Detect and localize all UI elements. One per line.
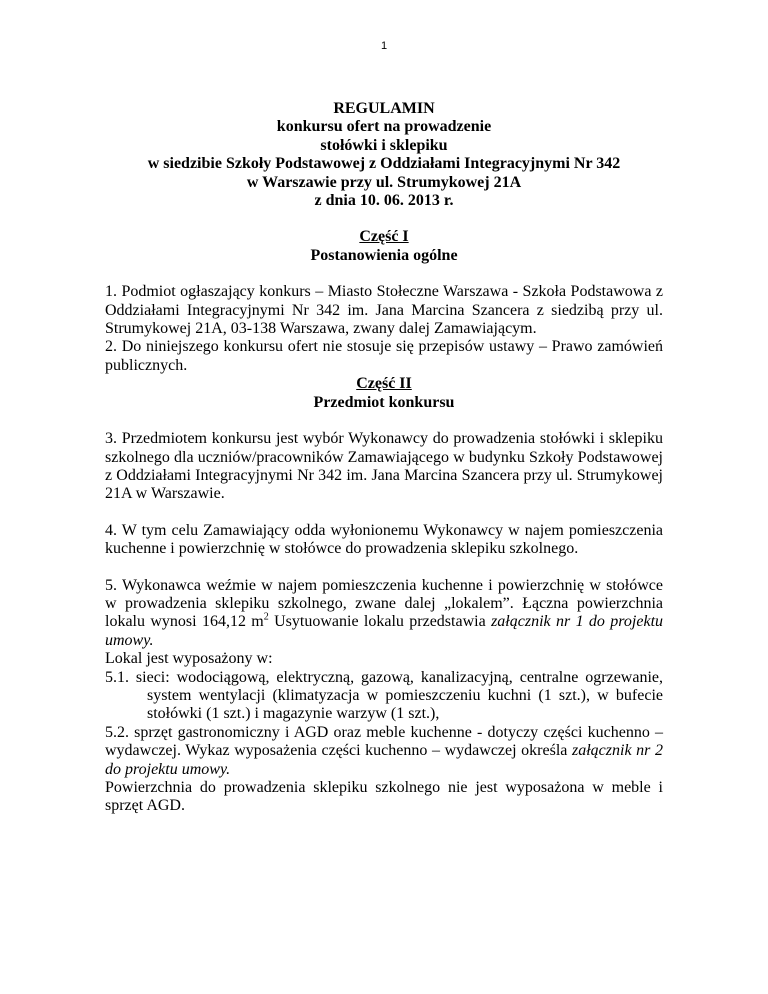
paragraph-1: 1. Podmiot ogłaszający konkurs – Miasto Stołeczne Warszawa - Szkoła Podstawowa z Oddziałami Integracyjnymi Nr 342 im. Jana Marcina Szancera z siedzibą przy ul. Strumykowej 21A, 03-138 Warszawa, zwany dalej Zamawiającym.: [105, 283, 663, 338]
paragraph-2: 2. Do niniejszego konkursu ofert nie stosuje się przepisów ustawy – Prawo zamówień publicznych.: [105, 338, 663, 374]
title-line-2: konkursu ofert na prowadzenie: [276, 118, 492, 136]
part-1-subheading: Postanowienia ogólne: [310, 246, 458, 264]
page-number: 1: [380, 40, 388, 52]
equipment-intro: Lokal jest wyposażony w:: [105, 650, 273, 668]
part-1-heading: Część I: [359, 228, 409, 246]
shop-area-note: Powierzchnia do prowadzenia sklepiku szkolnego nie jest wyposażona w meble i sprzęt AGD.: [105, 779, 663, 815]
part-2-heading: Część II: [356, 375, 412, 393]
title-line-5: w Warszawie przy ul. Strumykowej 21A: [246, 173, 522, 191]
document-body: [105, 100, 663, 816]
title-regulamin: REGULAMIN: [333, 100, 435, 117]
part-2-subheading: Przedmiot konkursu: [313, 393, 455, 411]
title-line-3: stołówki i sklepiku: [320, 136, 448, 154]
document-title-block: [105, 100, 663, 210]
part-2-heading-block: [105, 375, 663, 412]
annex-1-reference: załącznik nr 1 do projektu umowy.: [105, 613, 664, 649]
paragraph-5: [105, 577, 663, 651]
part-1-heading-block: [105, 228, 663, 265]
paragraph-4: 4. W tym celu Zamawiający odda wyłonionemu Wykonawcy w najem pomieszczenia kuchenne i powierzchnię w stołówce do prowadzenia sklepiku szkolnego.: [105, 521, 663, 558]
area-unit-superscript: 2: [263, 612, 269, 624]
title-line-4: w siedzibie Szkoły Podstawowej z Oddziałami Integracyjnymi Nr 342: [147, 155, 621, 173]
paragraph-5-text: 5. Wykonawca weźmie w najem pomieszczenia kuchenne i powierzchnię w stołówce w prowadzenia sklepiku szkolnego, zwane dalej „lokalem”. Łączna powierzchnia lokalu wynosi 164,12 m: [105, 576, 663, 631]
annex-2-reference: załącznik nr 2 do projektu umowy.: [105, 742, 663, 778]
item-5-2: [105, 724, 663, 779]
paragraph-5-text-cont: Usytuowanie lokalu przedstawia: [268, 613, 492, 631]
item-5-1: 5.1. sieci: wodociągową, elektryczną, gazową, kanalizacyjną, centralne ogrzewanie, system wentylacji (klimatyzacja w pomieszczeniu kuchni (1 szt.), w bufecie stołówki (1 szt.) i magazynie warzyw (1 szt.),: [105, 668, 663, 723]
title-date: z dnia 10. 06. 2013 r.: [314, 192, 454, 210]
paragraph-3: 3. Przedmiotem konkursu jest wybór Wykonawcy do prowadzenia stołówki i sklepiku szkolnego dla uczniów/pracowników Zamawiającego w budynku Szkoły Podstawowej z Oddziałami Integracyjnymi Nr 342 im. Jana Marcina Szancera przy ul. Strumykowej 21A w Warszawie.: [105, 430, 663, 503]
item-5-2-text: 5.2. sprzęt gastronomiczny i AGD oraz meble kuchenne - dotyczy części kuchenno – wydawczej. Wykaz wyposażenia części kuchenno – wydawczej określa: [105, 723, 663, 760]
